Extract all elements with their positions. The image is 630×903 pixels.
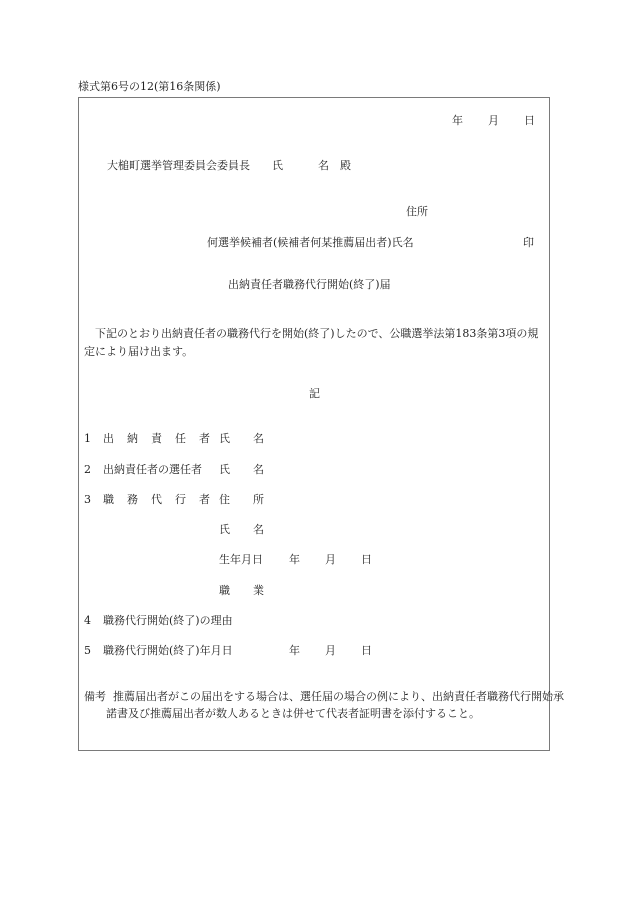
item-5-number: 5 [84,644,91,657]
item-field-a: 氏 [219,432,230,445]
item-4-number: 4 [84,614,91,627]
item-4-label: 職務代行開始(終了)の理由 [103,614,233,627]
addressee-name-label-1: 氏 [272,159,283,172]
agent-occupation-a: 職 [219,584,230,597]
agent-name-label-b: 名 [253,523,264,536]
item-label-char: 行 [175,493,186,506]
applicant-address-label: 住所 [406,205,428,218]
item-field-b: 名 [253,463,264,476]
agent-name-label-a: 氏 [219,523,230,536]
body-paragraph: 下記のとおり出納責任者の職務代行を開始(終了)したので、公職選挙法第183条第3項の規定により届け出ます。 [84,327,539,358]
item-label-char: 者 [199,493,210,506]
item-number: 3 [84,493,91,506]
item-number: 2 [84,463,91,476]
item-5-day: 日 [361,644,372,657]
agent-birth-month: 月 [325,553,336,566]
form-number: 様式第6号の12(第16条関係) [78,80,221,93]
remarks-label: 備考 [84,690,106,703]
item-label-char: 職 [103,493,114,506]
agent-birth-year: 年 [289,553,300,566]
ki-heading: 記 [309,387,320,400]
agent-birth-day: 日 [361,553,372,566]
addressee-name-label-2: 名 [318,159,329,172]
date-year-label: 年 [452,114,463,127]
seal-mark: 印 [523,236,534,249]
item-label-char: 代 [151,493,162,506]
item-label-char: 責 [151,432,162,445]
addressee-honorific: 殿 [340,159,351,172]
date-month-label: 月 [488,114,499,127]
date-day-label: 日 [524,114,535,127]
item-label-char: 出 [103,432,114,445]
agent-birth-label: 生年月日 [219,553,263,566]
item-field-b: 所 [253,493,264,506]
item-5-month: 月 [325,644,336,657]
item-label-char: 納 [127,432,138,445]
item-label-char: 務 [127,493,138,506]
remarks-note [84,688,568,722]
item-label-char: 者 [199,432,210,445]
applicant-name-label: 何選挙候補者(候補者何某推薦届出者)氏名 [207,236,414,249]
remarks-text: 推薦届出者がこの届出をする場合は、選任届の場合の例により、出納責任者職務代行開始承諾書及び推薦届出者が数人あるときは併せて代表者証明書を添付すること。 [106,690,564,720]
agent-occupation-b: 業 [253,584,264,597]
item-number: 1 [84,432,91,445]
document-title: 出納責任者職務代行開始(終了)届 [228,278,391,291]
item-label: 出納責任者の選任者 [103,463,202,476]
item-5-year: 年 [289,644,300,657]
addressee-office: 大槌町選挙管理委員会委員長 [107,159,250,172]
item-label-char: 任 [175,432,186,445]
item-field-a: 氏 [219,463,230,476]
item-field-a: 住 [219,493,230,506]
item-5-label: 職務代行開始(終了)年月日 [103,644,233,657]
item-field-b: 名 [253,432,264,445]
